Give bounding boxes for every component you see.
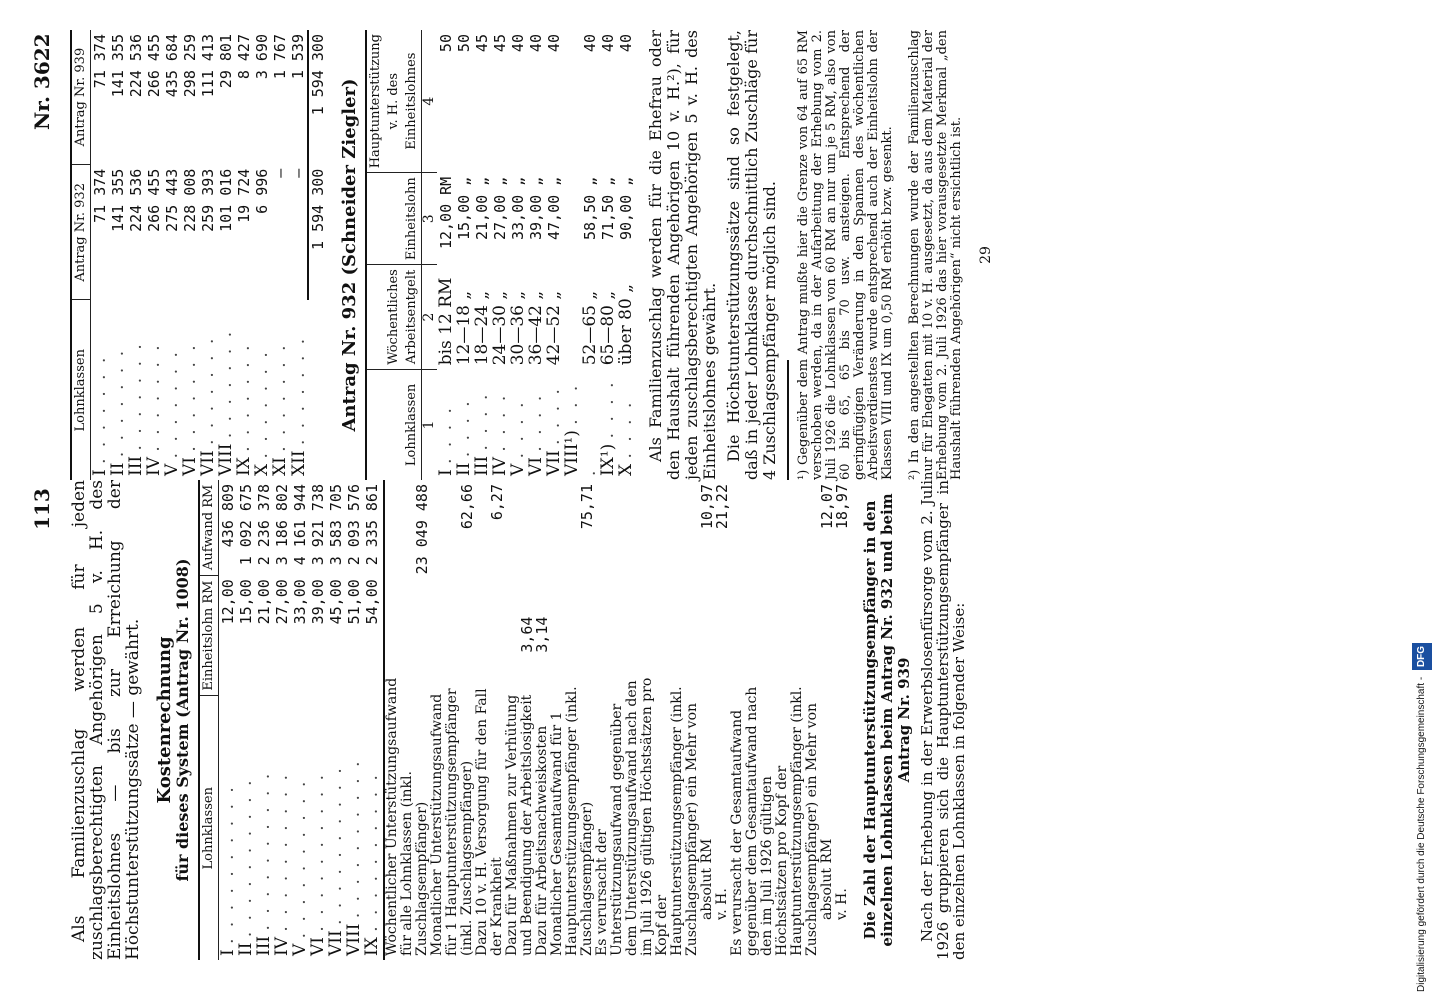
table-row: I . . . . . . . . . . 12,00 436 809 bbox=[218, 484, 238, 956]
summary-table bbox=[383, 480, 850, 960]
table-row: Dazu für Arbeitsnachweiskosten 3,14 bbox=[533, 616, 551, 956]
kosten-subtitle: für dieses System (Antrag Nr. 1008) bbox=[173, 558, 192, 882]
table-row: absolut RM 10,97 bbox=[698, 484, 716, 920]
antrag932-title: Antrag Nr. 932 (Schneider Ziegler) bbox=[339, 78, 360, 432]
table-row: IX . . . . . . . 19 724 8 427 bbox=[234, 34, 254, 476]
table-row: Dazu 10 v. H. Versorgung für den Fall der Krankheit 6,27 bbox=[474, 484, 506, 956]
table-row: XII . . . . . . . — 1 539 bbox=[289, 34, 309, 476]
table-932-939 bbox=[70, 30, 327, 480]
table-row: absolut RM 12,07 bbox=[818, 484, 836, 920]
antrag932-table: Lohnklassen Wöchentliches Arbeitsentgelt Einheitslohn Hauptunterstützung v. H. des Einheitslohnes 1 2 3 4 I . . . . bis 12 RM 12,00 RM 50 II . . . . 12—18 „ 15,00 „ 50 III . . . . 18—24 „ 21,00 „ 45 IV . . . . 24—30 „ 27,00 „ 45 V . . . . 30—36 „ 33,00 „ 40 VI . . . . 36—42 „ 39,00 „ 40 VII . . . . 42—52 „ 47,00 „ 40 VIII¹) . . . . 52—65 „ 58,50 „ 40 IX¹) . . . . 65—80 „ 71,50 „ 40 X . . . . über 80 „ 90,00 „ 40 bbox=[365, 30, 635, 480]
dfg-logo: DFG bbox=[1412, 643, 1432, 670]
table-row: v. H. 18,97 bbox=[833, 484, 851, 920]
table-row: V . . . . 30—36 „ 33,00 „ 40 bbox=[508, 34, 528, 476]
table-row: Monatlicher Unterstützungsaufwand für 1 Hauptunterstützungsempfänger (inkl. Zuschlagsempfänger) 62,66 bbox=[429, 484, 476, 956]
table-row: V . . . . . . . 275 443 435 684 bbox=[162, 34, 182, 476]
page-number-left: 113 bbox=[30, 488, 54, 530]
table-row: XI . . . . . . . — 1 767 bbox=[270, 34, 290, 476]
header-antrag-932: Antrag Nr. 932 bbox=[71, 165, 91, 300]
table-row: Es verursacht der Unterstützungsaufwand gegenüber dem Unterstützungsaufwand nach den im Juli 1926 gültigen Höchstsätzen pro Kopf der Hauptunterstützungsempfänger (inkl. Zuschlagsempfänger) ein Mehr von bbox=[594, 677, 700, 956]
header-antrag-939: Antrag Nr. 939 bbox=[71, 30, 91, 165]
footnote-2: ²) In den angestellten Berechnungen wurde der Familienzuschlag nur für Ehegatten mit 10 v. H. ausgesetzt, da aus dem Material der Erhebung vom 2. Juli 1926 das hier vorausgesetzte Merkmal „den Haushalt führenden Angehörigen“ nicht ersichtlich ist. bbox=[907, 30, 964, 480]
header-arbeitsentgelt: Wöchentliches Arbeitsentgelt bbox=[366, 265, 422, 370]
header-einheitslohn-932: Einheitslohn bbox=[366, 173, 422, 265]
dfg-note-text: Digitalisierung gefördert durch die Deutsche Forschungsgemeinschaft - bbox=[1416, 676, 1427, 992]
kosten-header-einheitslohn: Einheitslohn RM bbox=[199, 575, 219, 696]
kosten-header-lohnklassen: Lohnklassen bbox=[199, 696, 219, 960]
table-row: VI . . . . . . . . . . 39,00 3 921 738 bbox=[308, 484, 328, 956]
left-column bbox=[70, 480, 973, 960]
table-row: Dazu für Maßnahmen zur Verhütung und Beendigung der Arbeitslosigkeit 3,64 bbox=[504, 616, 536, 956]
table-row: Wöchentlicher Unterstützungsaufwand für alle Lohnklassen (inkl. Zuschlagsempfänger) 23 049 488 bbox=[384, 484, 431, 956]
header-lohnklassen: Lohnklassen bbox=[71, 300, 91, 480]
table-row: II . . . . 12—18 „ 15,00 „ 50 bbox=[454, 34, 474, 476]
table-row: VI . . . . 36—42 „ 39,00 „ 40 bbox=[526, 34, 546, 476]
footnote-1: ¹) Gegenüber dem Antrag mußte hier die Grenze von 64 auf 65 RM verschoben werden, da in der Aufarbeitung der Erhebung vom 2. Juli 1926 die Lohnklassen von 60 RM an nur um je 5 RM, also von 60 bis 65, 65 bis 70 usw. ansteigen. Entsprechend der geringfügigen Veränderung in den Spannen des wöchentlichen Arbeitsverdienstes wurde entsprechend auch der Einheitslohn der Klassen VIII und IX um 0,50 RM erhöht bzw. gesenkt. bbox=[796, 30, 895, 480]
table-row: IV . . . . . . . 266 455 266 455 bbox=[144, 34, 164, 476]
table-row: VIII . . . . . . . 101 016 29 801 bbox=[216, 34, 236, 476]
table-row: VII . . . . . . . 259 393 111 413 bbox=[198, 34, 218, 476]
table-row: VII . . . . 42—52 „ 47,00 „ 40 bbox=[544, 34, 564, 476]
table-row: I . . . . bis 12 RM 12,00 RM 50 bbox=[436, 34, 456, 476]
table-row: I . . . . . . . 71 374 71 374 bbox=[90, 34, 110, 476]
table-row: VIII¹) . . . . 52—65 „ 58,50 „ 40 bbox=[562, 34, 600, 476]
table-row: II . . . . . . . . . . 15,00 1 092 675 bbox=[236, 484, 256, 956]
table-row: IV . . . . 24—30 „ 27,00 „ 45 bbox=[490, 34, 510, 476]
kosten-header-aufwand: Aufwand RM bbox=[199, 480, 219, 575]
footnote-divider bbox=[787, 360, 789, 480]
table-row: X . . . . über 80 „ 90,00 „ 40 bbox=[616, 34, 636, 476]
kosten-table bbox=[198, 480, 381, 960]
section-heading-932-939: Die Zahl der Hauptunterstützungsempfänger in den einzelnen Lohnklassen beim Antrag Nr. 932 und beim Antrag Nr. 939 bbox=[861, 493, 913, 947]
dfg-side-note bbox=[1412, 8, 1432, 992]
table-row: III . . . . 18—24 „ 21,00 „ 45 bbox=[472, 34, 492, 476]
right-column bbox=[70, 30, 995, 480]
total-row: 1 594 300 1 594 300 bbox=[308, 30, 327, 480]
table-row: Monatlicher Gesamtaufwand für 1 Hauptunterstützungsempfänger (inkl. Zuschlagsempfänger) 75,71 bbox=[549, 484, 596, 956]
header-hauptunterstuetzung: Hauptunterstützung v. H. des Einheitslohnes bbox=[366, 30, 422, 173]
table-row: V . . . . . . . . . . 33,00 4 161 944 bbox=[290, 484, 310, 956]
section-paragraph-932-939: Nach der Erhebung in der Erwerbslosenfürsorge vom 2. Juli 1926 gruppieren sich die Hauptunterstützungsempfänger in den einzelnen Lohnklassen in folgender Weise: bbox=[918, 480, 968, 960]
page-number-right: Nr. 3622 bbox=[30, 33, 54, 130]
hoechstsaetze-paragraph: Die Höchstunterstützungssätze sind so festgelegt, daß in jeder Lohnklasse durchschnittlich Zuschläge für 4 Zuschlagsempfänger möglich sind. bbox=[724, 30, 779, 480]
kosten-title: Kostenrechnung bbox=[154, 636, 175, 804]
table-row: Es verursacht der Gesamtaufwand gegenüber dem Gesamtaufwand nach den im Juli 1926 gültigen Höchstsätzen pro Kopf der Hauptunterstützungsempfänger (inkl. Zuschlagsempfänger) ein Mehr von bbox=[729, 686, 820, 956]
table-row: VII . . . . . . . . . . 45,00 3 583 705 bbox=[326, 484, 346, 956]
table-row: II . . . . . . . 141 355 141 355 bbox=[108, 34, 128, 476]
table-row: VI . . . . . . . 228 008 298 259 bbox=[180, 34, 200, 476]
header-lohnklassen-932: Lohnklassen bbox=[366, 369, 422, 480]
table-row: v. H. 21,22 bbox=[713, 484, 731, 920]
table-row: VIII . . . . . . . . . . 51,00 2 093 576 bbox=[344, 484, 364, 956]
table-row: IV . . . . . . . . . . 27,00 3 186 802 bbox=[272, 484, 292, 956]
table-row: IX . . . . . . . . . . 54,00 2 335 861 bbox=[362, 484, 382, 956]
page-number-bottom: 29 bbox=[978, 246, 994, 264]
table-row: III . . . . . . . 224 536 224 536 bbox=[126, 34, 146, 476]
table-row: III . . . . . . . . . . 21,00 2 236 378 bbox=[254, 484, 274, 956]
table-row: IX¹) . . . . 65—80 „ 71,50 „ 40 bbox=[598, 34, 618, 476]
intro-paragraph: Als Familienzuschlag werden für jeden zuschlagsberechtigten Angehörigen 5 v. H. des Einheitslohnes — bis zur Erreichung der Höchstunterstützungssätze — gewährt. bbox=[69, 480, 143, 960]
table-row: X . . . . . . . 6 996 3 690 bbox=[252, 34, 272, 476]
familienzuschlag-paragraph: Als Familienzuschlag werden für die Ehefrau oder den Haushalt führenden Angehörigen 10 v. H.²), für jeden zuschlagsberechtigten Angehörigen 5 v. H. des Einheitslohnes gewährt. bbox=[646, 30, 719, 480]
